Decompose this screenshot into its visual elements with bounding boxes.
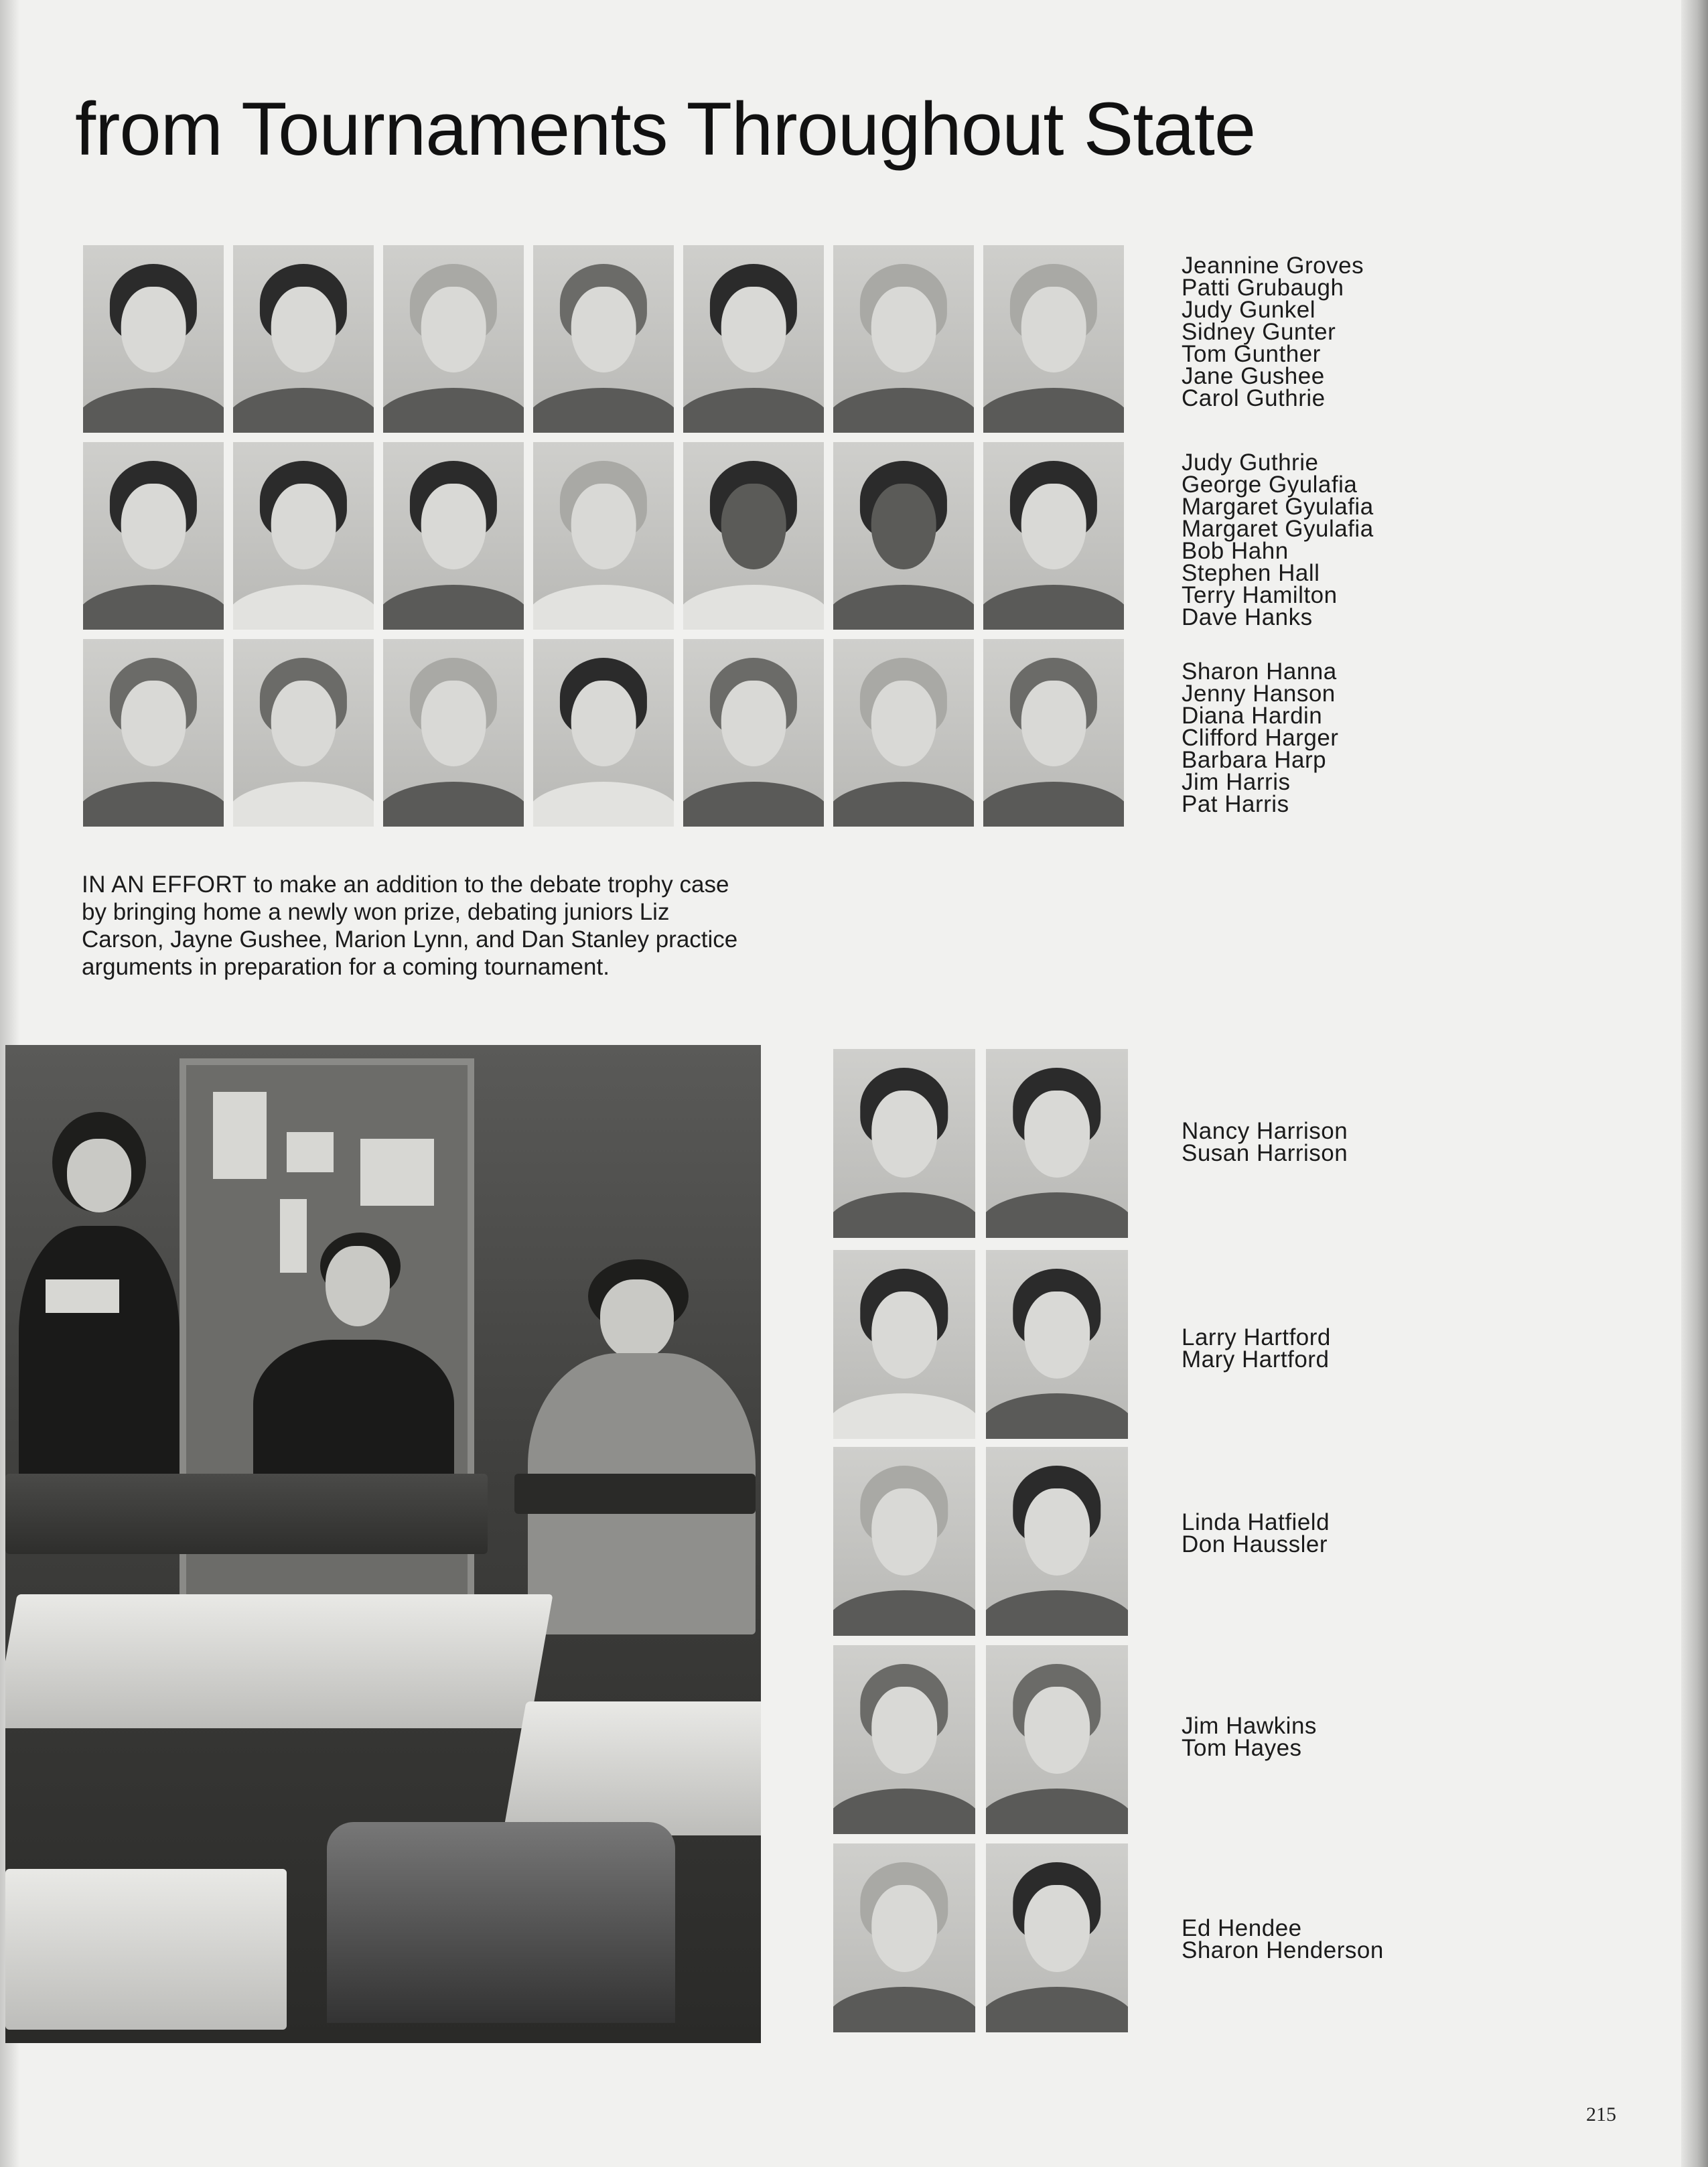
student-name: Stephen Hall xyxy=(1182,560,1320,586)
student-name: Margaret Gyulafia xyxy=(1182,516,1374,542)
debate-group-photo xyxy=(5,1045,761,2043)
portrait-row2-col1 xyxy=(83,442,224,630)
student-name: Clifford Harger xyxy=(1182,725,1339,751)
student-name: Don Haussler xyxy=(1182,1531,1328,1557)
student-name: Tom Gunther xyxy=(1182,341,1321,367)
portrait-pair5-right xyxy=(986,1843,1128,2032)
student-name: Sharon Hanna xyxy=(1182,658,1337,685)
student-name: Judy Gunkel xyxy=(1182,297,1316,323)
pair-names-row4 xyxy=(1182,1715,1317,1759)
name-list-row3 xyxy=(1182,660,1338,815)
pair-names-row1 xyxy=(1182,1120,1348,1164)
student-name: Jeannine Groves xyxy=(1182,253,1364,279)
student-name: Judy Guthrie xyxy=(1182,449,1319,476)
student-name: Jenny Hanson xyxy=(1182,681,1336,707)
portrait-pair4-left xyxy=(833,1645,975,1834)
portrait-row2-col4 xyxy=(533,442,674,630)
student-name: Jim Harris xyxy=(1182,769,1291,795)
portrait-pair2-right xyxy=(986,1250,1128,1439)
portrait-row3-col5 xyxy=(683,639,824,827)
desk-back-left xyxy=(5,1474,488,1554)
student-name: Bob Hahn xyxy=(1182,538,1289,564)
desk-bottom xyxy=(5,1869,287,2030)
student-name: Larry Hartford xyxy=(1182,1324,1331,1350)
desk-back-right xyxy=(514,1474,756,1514)
desk-front-left xyxy=(5,1594,553,1728)
portrait-row3-col4 xyxy=(533,639,674,827)
portrait-row1-col5 xyxy=(683,245,824,433)
portrait-row2-col3 xyxy=(383,442,524,630)
student-name: Susan Harrison xyxy=(1182,1140,1348,1166)
standing-student xyxy=(12,1112,186,1487)
pair-row2 xyxy=(833,1250,1128,1439)
page-headline: from Tournaments Throughout State xyxy=(75,87,1256,171)
caption-text: to make an addition to the debate trophy case by bringing home a newly won prize, debating juniors Liz Carson, Jayne Gushee, Marion Lynn, and Dan Stanley practice arguments in preparation for a coming tournament. xyxy=(82,871,738,980)
name-list-row1 xyxy=(1182,255,1364,409)
student-name: Patti Grubaugh xyxy=(1182,275,1344,301)
name-list-row2 xyxy=(1182,451,1374,628)
portrait-row2-col5 xyxy=(683,442,824,630)
portrait-row3-col2 xyxy=(233,639,374,827)
student-name: Sharon Henderson xyxy=(1182,1937,1384,1963)
portrait-row3-col3 xyxy=(383,639,524,827)
portrait-pair5-left xyxy=(833,1843,975,2032)
portrait-row1-col3 xyxy=(383,245,524,433)
pair-row4 xyxy=(833,1645,1128,1834)
student-name: Mary Hartford xyxy=(1182,1346,1330,1373)
student-name: Jim Hawkins xyxy=(1182,1713,1317,1739)
student-name: Ed Hendee xyxy=(1182,1915,1302,1941)
pair-names-row2 xyxy=(1182,1326,1331,1371)
page-number: 215 xyxy=(1586,2103,1616,2125)
portrait-row3-col7 xyxy=(983,639,1124,827)
pair-names-row5 xyxy=(1182,1917,1384,1961)
student-name: George Gyulafia xyxy=(1182,472,1358,498)
student-name: Nancy Harrison xyxy=(1182,1118,1348,1144)
portrait-row1-col2 xyxy=(233,245,374,433)
pair-row5 xyxy=(833,1843,1128,2032)
caption-lead: IN AN EFFORT xyxy=(82,871,247,898)
portrait-row1-col6 xyxy=(833,245,974,433)
student-name: Pat Harris xyxy=(1182,791,1289,817)
portrait-pair1-right xyxy=(986,1049,1128,1238)
student-name: Linda Hatfield xyxy=(1182,1509,1330,1535)
student-name: Barbara Harp xyxy=(1182,747,1327,773)
portrait-pair3-left xyxy=(833,1447,975,1636)
student-name: Jane Gushee xyxy=(1182,363,1325,389)
student-name: Tom Hayes xyxy=(1182,1735,1302,1761)
portrait-grid xyxy=(83,245,1124,827)
pair-names-row3 xyxy=(1182,1511,1330,1555)
student-name: Carol Guthrie xyxy=(1182,385,1326,411)
student-name: Dave Hanks xyxy=(1182,604,1313,630)
student-name: Diana Hardin xyxy=(1182,703,1323,729)
portrait-row3-col6 xyxy=(833,639,974,827)
student-name: Margaret Gyulafia xyxy=(1182,494,1374,520)
portrait-row1-col7 xyxy=(983,245,1124,433)
student-name: Sidney Gunter xyxy=(1182,319,1336,345)
seated-student-left xyxy=(246,1233,461,1500)
pair-row1 xyxy=(833,1049,1128,1238)
portrait-row1-col4 xyxy=(533,245,674,433)
portrait-pair2-left xyxy=(833,1250,975,1439)
desk-front-right xyxy=(502,1701,761,1835)
photo-caption xyxy=(82,871,752,981)
portrait-row2-col2 xyxy=(233,442,374,630)
student-name: Terry Hamilton xyxy=(1182,582,1338,608)
portrait-pair4-right xyxy=(986,1645,1128,1834)
portrait-pair3-right xyxy=(986,1447,1128,1636)
pair-row3 xyxy=(833,1447,1128,1636)
page-edge-shadow xyxy=(1681,0,1708,2167)
chair-back xyxy=(327,1822,675,2023)
seated-student-right xyxy=(528,1259,756,1634)
portrait-row2-col7 xyxy=(983,442,1124,630)
portrait-row1-col1 xyxy=(83,245,224,433)
portrait-row2-col6 xyxy=(833,442,974,630)
portrait-pair1-left xyxy=(833,1049,975,1238)
portrait-row3-col1 xyxy=(83,639,224,827)
